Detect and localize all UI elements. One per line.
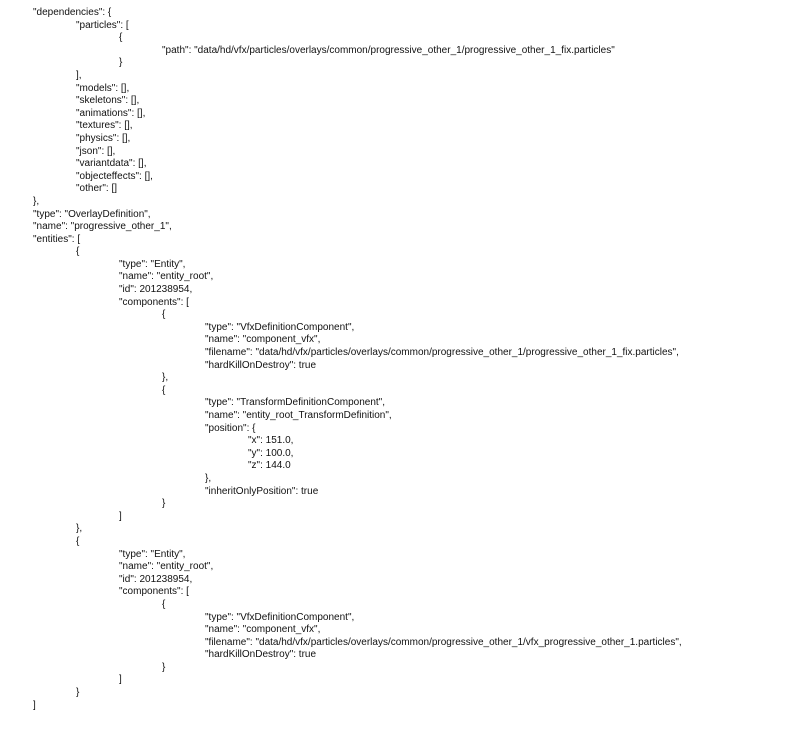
json-line: "id": 201238954, (119, 284, 193, 296)
json-line: }, (33, 195, 40, 207)
json-line: "models": [], (76, 82, 130, 94)
json-line: "z": 144.0 (248, 460, 291, 472)
json-line: "type": "OverlayDefinition", (33, 208, 151, 220)
json-line: "animations": [], (76, 107, 146, 119)
json-line: "type": "VfxDefinitionComponent", (205, 611, 355, 623)
json-line: ] (119, 510, 122, 522)
json-line: "name": "entity_root", (119, 561, 214, 573)
json-line: { (162, 384, 166, 396)
json-line: "name": "progressive_other_1", (33, 221, 172, 233)
json-line: "objecteffects": [], (76, 170, 153, 182)
json-line: { (76, 535, 80, 547)
json-line: } (76, 687, 80, 699)
json-line: }, (76, 523, 83, 535)
json-line: "hardKillOnDestroy": true (205, 649, 317, 661)
json-line: ], (76, 69, 82, 81)
json-line: }, (205, 472, 212, 484)
json-line: ] (119, 674, 122, 686)
json-line: { (76, 246, 80, 258)
json-line: "type": "TransformDefinitionComponent", (205, 397, 386, 409)
json-line: { (162, 309, 166, 321)
json-line: { (162, 598, 166, 610)
json-line: "position": { (205, 422, 256, 434)
json-line: "other": [] (76, 183, 118, 195)
json-line: "type": "Entity", (119, 548, 186, 560)
json-line: "inheritOnlyPosition": true (205, 485, 319, 497)
json-line: "name": "entity_root", (119, 271, 214, 283)
json-line: "id": 201238954, (119, 573, 193, 585)
json-line: "filename": "data/hd/vfx/particles/overlays/common/progressive_other_1/vfx_progressive_other_1.particles", (205, 636, 682, 648)
json-line: "y": 100.0, (248, 447, 294, 459)
json-line: "dependencies": { (33, 7, 112, 18)
json-line: "skeletons": [], (76, 95, 140, 107)
json-line: "name": "component_vfx", (205, 334, 321, 346)
json-line: "variantdata": [], (76, 158, 147, 170)
json-line: } (162, 498, 166, 510)
json-line: } (119, 57, 123, 69)
json-line: "type": "VfxDefinitionComponent", (205, 321, 355, 333)
json-line: "hardKillOnDestroy": true (205, 359, 317, 371)
json-line: "name": "entity_root_TransformDefinition", (205, 410, 392, 421)
json-line: "entities": [ (33, 233, 81, 245)
json-line: "components": [ (119, 296, 189, 308)
json-line: "physics": [], (76, 132, 131, 144)
json-line: "particles": [ (76, 19, 129, 31)
json-line: }, (162, 372, 169, 384)
json-line: } (162, 661, 166, 673)
json-line: "textures": [], (76, 120, 133, 132)
json-line: "json": [], (76, 145, 116, 157)
json-line: "type": "Entity", (119, 258, 186, 270)
json-line: { (119, 32, 123, 44)
json-line: ] (33, 699, 36, 711)
json-line: "name": "component_vfx", (205, 624, 321, 636)
json-line: "path": "data/hd/vfx/particles/overlays/common/progressive_other_1/progressive_other_1_fix.particles" (162, 44, 615, 56)
json-line: "x": 151.0, (248, 435, 294, 447)
json-line: "components": [ (119, 586, 189, 598)
json-document (0, 7, 800, 712)
json-line: "filename": "data/hd/vfx/particles/overlays/common/progressive_other_1/progressive_other_1_fix.particles", (205, 347, 679, 359)
